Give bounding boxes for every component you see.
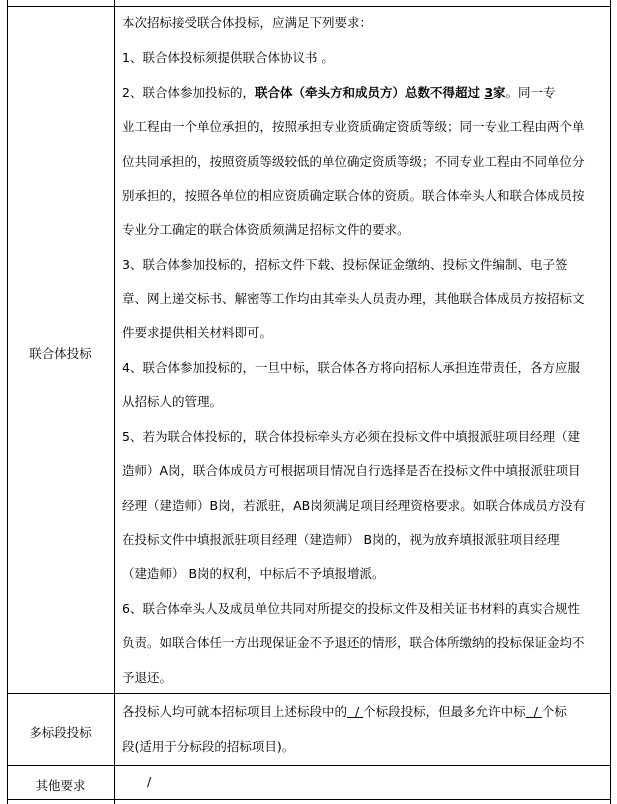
text-segment: 个标段投标，但最多允许中标 bbox=[363, 704, 526, 719]
text-line bbox=[122, 87, 606, 99]
bold-unit-text: 家 bbox=[493, 85, 506, 100]
text-line: 别承担的，按照各单位的相应资质确定联合体的资质。联合体牵头人和联合体成员按 bbox=[122, 188, 585, 203]
table-top-border bbox=[7, 6, 611, 7]
row-label-joint-bidding: 联合体投标 bbox=[29, 346, 92, 361]
text-line: 造师）A岗，联合体成员方可根据项目情况自行选择是否在投标文件中填报派驻项目 bbox=[122, 463, 581, 478]
table-right-border bbox=[610, 0, 611, 804]
max-members-value: 3 bbox=[484, 85, 494, 100]
table-bottom-border bbox=[7, 799, 611, 800]
multi-lot-line-1 bbox=[122, 706, 606, 718]
text-line: 在投标文件中填报派驻项目经理（建造师） B岗的，视为放弃填报派驻项目经理 bbox=[122, 532, 560, 547]
table-left-border bbox=[7, 0, 8, 804]
text-line: 5、若为联合体投标的，联合体投标牵头方必须在投标文件中填报派驻项目经理（建 bbox=[122, 429, 580, 444]
multi-lot-line-2: 段(适用于分标段的招标项目)。 bbox=[122, 739, 295, 754]
lot-count-blank: / bbox=[354, 704, 360, 719]
row-label-multi-lot-bidding: 多标段投标 bbox=[29, 725, 92, 740]
text-line: 1、联合体投标须提供联合体协议书 。 bbox=[122, 50, 334, 65]
other-requirements-value: / bbox=[147, 774, 152, 789]
row-label-other-requirements: 其他要求 bbox=[35, 778, 86, 793]
text-line: 3、联合体参加投标的，招标文件下载、投标保证金缴纳、投标文件编制、电子签 bbox=[122, 257, 568, 272]
text-line: 负责。如联合体任一方出现保证金不予退还的情形，联合体所缴纳的投标保证金均不 bbox=[122, 635, 585, 650]
text-line: （建造师） B岗的权利，中标后不予填报增派。 bbox=[122, 566, 385, 581]
text-line: 业工程由一个单位承担的，按照承担专业资质确定资质等级；同一专业工程由两个单 bbox=[122, 119, 585, 134]
text-segment: 。同一专 bbox=[505, 85, 556, 100]
text-line: 从招标人的管理。 bbox=[122, 394, 223, 409]
text-segment: 个标 bbox=[541, 704, 567, 719]
text-line: 经理（建造师）B岗，若派驻，AB岗须满足项目经理资格要求。如联合体成员方没有 bbox=[122, 498, 586, 513]
text-segment: 各投标人均可就本招标项目上述标段中的 bbox=[122, 704, 348, 719]
bold-limit-text: 联合体（牵头方和成员方）总数不得超过 bbox=[254, 85, 485, 100]
text-line: 件要求提供相关材料即可。 bbox=[122, 325, 273, 340]
text-segment: 2、联合体参加投标的， bbox=[122, 85, 255, 100]
max-award-blank: / bbox=[533, 704, 538, 719]
text-line: 位共同承担的，按照资质等级较低的单位确定资质等级；不同专业工程由不同单位分 bbox=[122, 154, 585, 169]
text-line: 章、网上递交标书、解密等工作均由其牵头人员责办理，其他联合体成员方按招标文 bbox=[122, 291, 585, 306]
text-line: 本次招标接受联合体投标，应满足下列要求： bbox=[122, 15, 373, 30]
row-divider-2 bbox=[7, 765, 611, 766]
text-line: 予退还。 bbox=[122, 670, 173, 685]
text-line: 4、联合体参加投标的，一旦中标，联合体各方将向招标人承担连带责任，各方应服 bbox=[122, 360, 580, 375]
text-line: 专业分工确定的联合体资质须满足招标文件的要求。 bbox=[122, 222, 410, 237]
column-divider bbox=[114, 0, 115, 804]
row-divider-1 bbox=[7, 693, 611, 694]
text-line: 6、联合体牵头人及成员单位共同对所提交的投标文件及相关证书材料的真实合规性 bbox=[122, 601, 580, 616]
